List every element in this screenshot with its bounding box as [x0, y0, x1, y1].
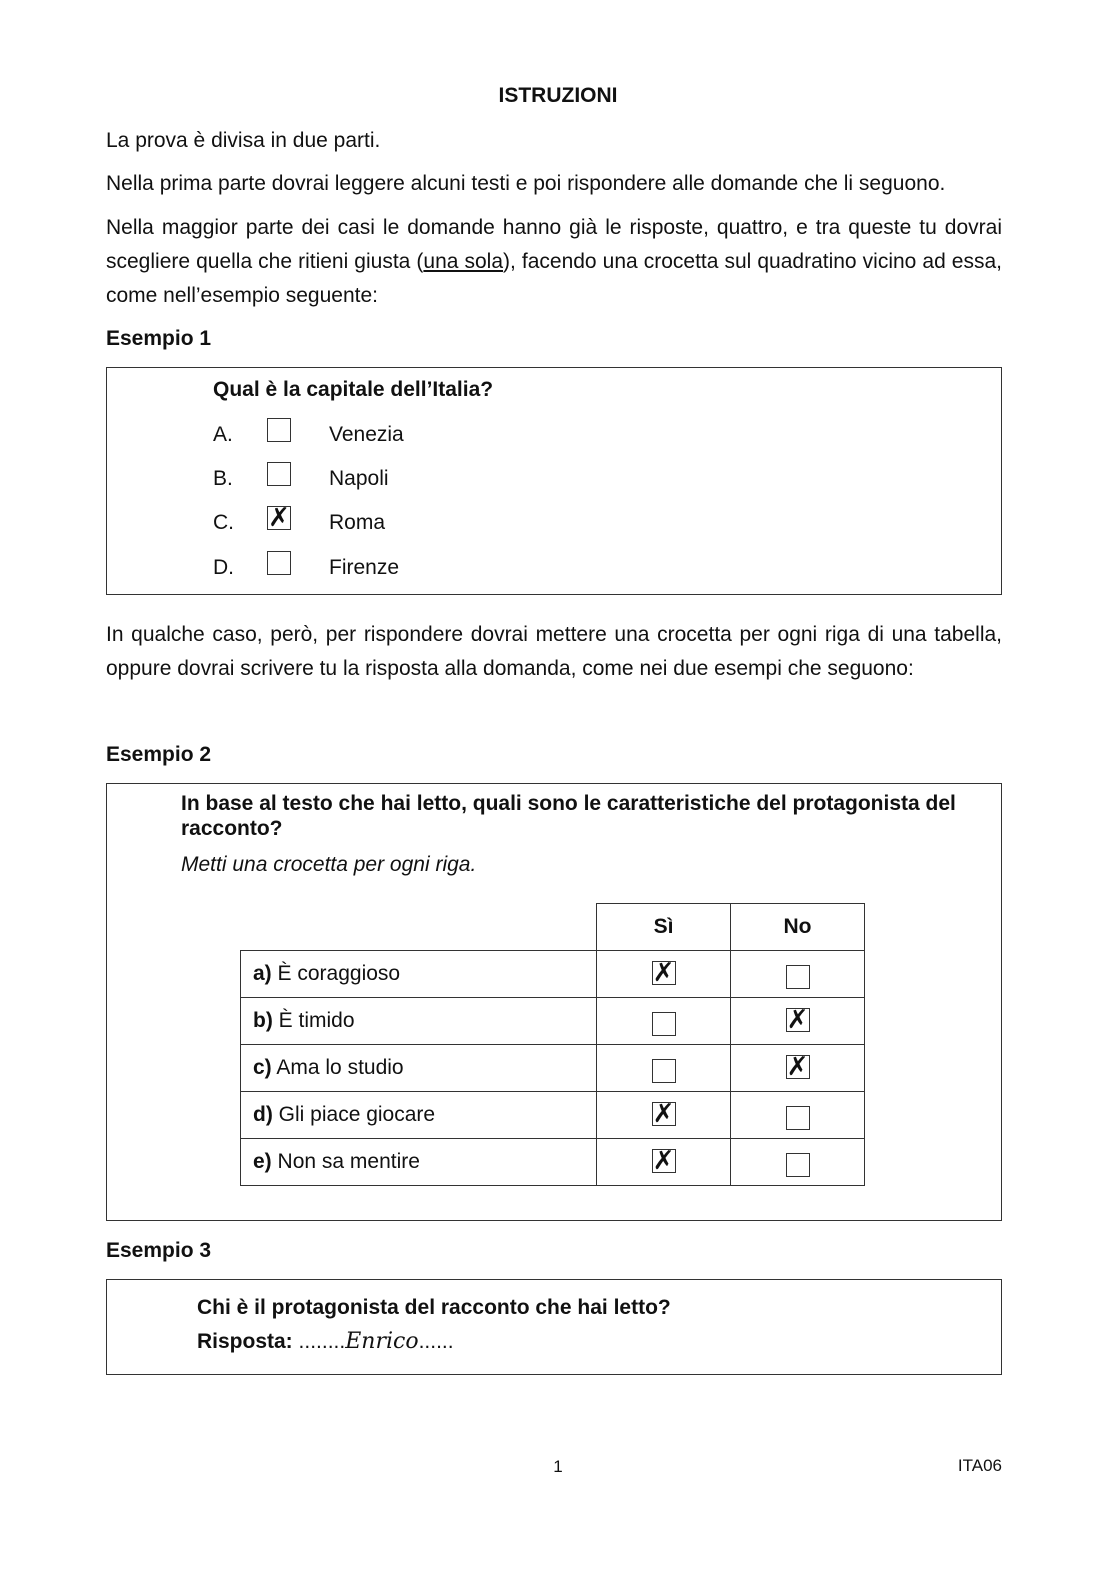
- checkbox-si[interactable]: [652, 1012, 676, 1036]
- row-text: Gli piace giocare: [278, 1103, 436, 1126]
- example-2-instruction: Metti una crocetta per ogni riga.: [181, 853, 477, 876]
- underlined-text: una sola: [423, 250, 503, 273]
- answer-dots-after: ......: [418, 1330, 454, 1353]
- option-d-letter: D.: [213, 556, 234, 579]
- row-key: a): [253, 962, 272, 985]
- example-1-question: Qual è la capitale dell’Italia?: [213, 378, 494, 401]
- row-text: È timido: [278, 1009, 355, 1032]
- check-mark-icon: ✗: [652, 1146, 675, 1176]
- checkbox-no[interactable]: [786, 965, 810, 989]
- checkbox-si[interactable]: [652, 1099, 676, 1129]
- check-mark-icon: ✗: [652, 958, 675, 988]
- answer-dots-before: ........: [298, 1330, 346, 1353]
- cell-no: [731, 1139, 865, 1186]
- row-key: d): [253, 1103, 273, 1126]
- checkbox-si[interactable]: [652, 1059, 676, 1083]
- column-header-si: Sì: [597, 904, 731, 951]
- example-3-question: Chi è il protagonista del racconto che hai letto?: [197, 1296, 671, 1319]
- table-row: [241, 1092, 865, 1139]
- row-text: Non sa mentire: [277, 1150, 420, 1173]
- row-label: [241, 1045, 597, 1092]
- check-mark-icon: ✗: [652, 1099, 675, 1129]
- example-1-box: [106, 367, 1002, 595]
- check-mark-icon: ✗: [786, 1005, 809, 1035]
- row-key: b): [253, 1009, 273, 1032]
- cell-si: [597, 1139, 731, 1186]
- option-b-text: Napoli: [329, 467, 389, 490]
- cell-si: [597, 998, 731, 1045]
- table-row: [241, 998, 865, 1045]
- intro-paragraph-3-start: Nella maggior parte dei casi le domande hanno già le risposte, quattro, e tra queste tu dovrai scegliere quella che ritieni giusta (: [106, 216, 1002, 273]
- table-row: [241, 951, 865, 998]
- characteristics-table: [240, 903, 865, 1186]
- checkbox-no[interactable]: [786, 1106, 810, 1130]
- intro-paragraph-3: [106, 211, 1002, 313]
- table-header-row: [241, 904, 865, 951]
- check-mark-icon: ✗: [268, 503, 290, 533]
- answer-value: Enrico: [345, 1329, 419, 1354]
- middle-paragraph: In qualche caso, però, per rispondere dovrai mettere una crocetta per ogni riga di una tabella, oppure dovrai scrivere tu la risposta alla domanda, come nei due esempi che seguono:: [106, 623, 1002, 680]
- example-2-question: In base al testo che hai letto, quali sono le caratteristiche del protagonista del racconto?: [181, 792, 956, 840]
- row-label: [241, 951, 597, 998]
- table-empty-corner: [241, 904, 597, 951]
- column-header-no: No: [731, 904, 865, 951]
- checkbox-no[interactable]: [786, 1052, 810, 1082]
- table-row: [241, 1045, 865, 1092]
- option-c-text: Roma: [329, 511, 386, 534]
- option-a-text: Venezia: [329, 423, 404, 446]
- answer-label: Risposta:: [197, 1330, 293, 1353]
- checkbox-no[interactable]: [786, 1153, 810, 1177]
- check-mark-icon: ✗: [786, 1052, 809, 1082]
- cell-no: [731, 951, 865, 998]
- checkbox-si[interactable]: [652, 1146, 676, 1176]
- example-3-heading: Esempio 3: [106, 1239, 212, 1262]
- page-number: 1: [553, 1457, 563, 1476]
- option-a-letter: A.: [213, 423, 233, 446]
- option-d-text: Firenze: [329, 556, 400, 579]
- intro-paragraph-2: Nella prima parte dovrai leggere alcuni testi e poi rispondere alle domande che li seguono.: [106, 172, 946, 195]
- option-b-checkbox[interactable]: [267, 462, 291, 486]
- table-row: [241, 1139, 865, 1186]
- option-c-letter: C.: [213, 511, 234, 534]
- cell-no: [731, 1045, 865, 1092]
- cell-no: [731, 998, 865, 1045]
- row-label: [241, 998, 597, 1045]
- cell-si: [597, 951, 731, 998]
- row-text: È coraggioso: [277, 962, 401, 985]
- checkbox-no[interactable]: [786, 1005, 810, 1035]
- option-b-letter: B.: [213, 467, 233, 490]
- cell-si: [597, 1045, 731, 1092]
- cell-no: [731, 1092, 865, 1139]
- checkbox-si[interactable]: [652, 958, 676, 988]
- example-3-answer-line: [197, 1329, 454, 1354]
- option-a-checkbox[interactable]: [267, 418, 291, 442]
- page-title: ISTRUZIONI: [498, 84, 618, 107]
- row-key: c): [253, 1056, 272, 1079]
- row-key: e): [253, 1150, 272, 1173]
- row-text: Ama lo studio: [276, 1056, 404, 1079]
- option-c-checkbox[interactable]: [267, 503, 291, 533]
- intro-paragraph-1: La prova è divisa in due parti.: [106, 129, 381, 152]
- example-3-box: [106, 1279, 1002, 1375]
- option-d-checkbox[interactable]: [267, 551, 291, 575]
- row-label: [241, 1092, 597, 1139]
- example-2-heading: Esempio 2: [106, 743, 212, 766]
- row-label: [241, 1139, 597, 1186]
- intro-paragraph-3-end: ), facendo una crocetta sul quadratino vicino ad essa, come nell’esempio seguente:: [106, 250, 1002, 307]
- cell-si: [597, 1092, 731, 1139]
- example-1-heading: Esempio 1: [106, 327, 212, 350]
- document-code: ITA06: [957, 1456, 1002, 1475]
